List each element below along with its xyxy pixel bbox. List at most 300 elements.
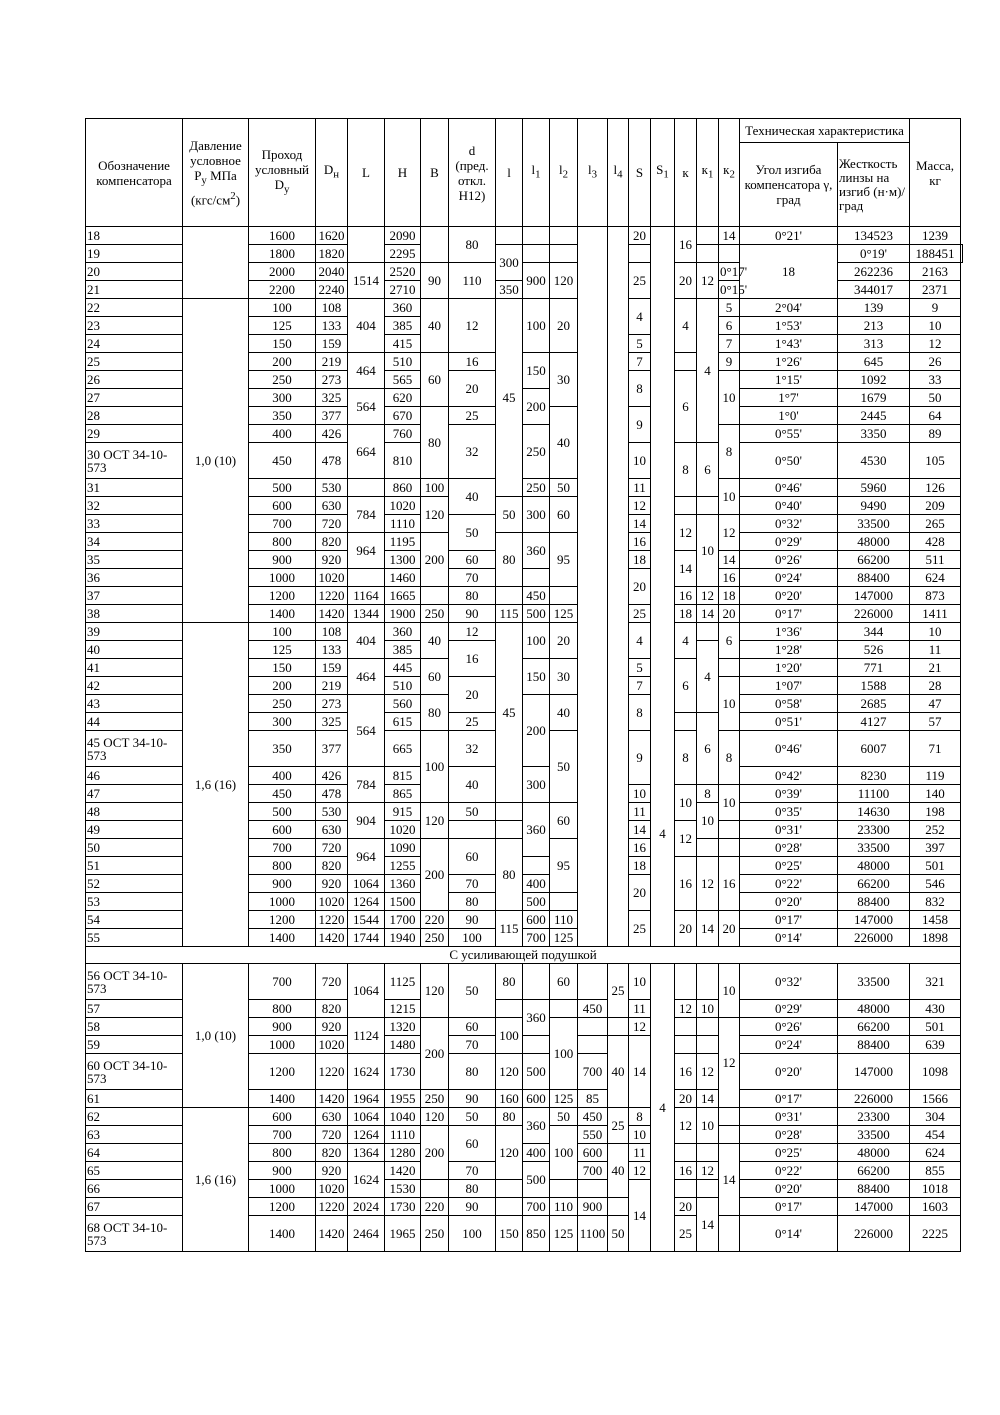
table-cell: 1°07' [740,677,838,695]
table-cell [421,587,449,605]
table-cell [961,245,963,263]
table-cell: 9 [629,407,651,443]
table-cell: 32 [86,497,183,515]
table-cell: 108 [316,299,348,317]
table-cell: 90 [421,263,449,299]
table-cell: 0°20' [740,587,838,605]
table-cell: 1018 [910,1180,961,1198]
table-cell: 1200 [249,1054,316,1090]
table-cell: 115 [496,605,523,623]
table-cell: 0°20' [740,1054,838,1090]
table-cell: 20 [449,677,496,713]
table-cell: 5960 [838,479,910,497]
table-cell: 54 [86,911,183,929]
table-cell: 2445 [838,407,910,425]
table-cell [523,964,550,1000]
table-cell: 66200 [838,1018,910,1036]
table-cell: 30 ОСТ 34-10-573 [86,443,183,479]
table-cell: 771 [838,659,910,677]
table-cell: 1040 [385,1108,421,1126]
table-cell: 100 [550,1018,578,1090]
table-cell: 8 [719,425,740,479]
table-cell: 1°7' [740,389,838,407]
table-cell: 920 [316,1018,348,1036]
table-cell: 22 [86,299,183,317]
table-cell: 900 [249,1162,316,1180]
table-cell: 450 [249,785,316,803]
table-cell: 720 [316,1126,348,1144]
table-cell: 219 [316,677,348,695]
table-cell: 147000 [838,587,910,605]
table-cell [550,1000,578,1018]
table-cell: 150 [523,659,550,695]
table-cell: 48 [86,803,183,821]
table-cell: 3350 [838,425,910,443]
table-cell: 5 [719,299,740,317]
table-cell: 33500 [838,839,910,857]
table-cell [523,245,550,263]
table-cell: 600 [523,911,550,929]
table-cell: 12 [629,497,651,515]
table-cell: 1620 [316,227,348,245]
table-cell: 904 [348,803,385,839]
table-cell: 404 [348,623,385,659]
table-cell: 600 [578,1144,608,1162]
table-cell: 150 [249,335,316,353]
table-cell: 530 [316,479,348,497]
table-cell: 1364 [348,1144,385,1162]
table-cell: 344017 [838,281,910,299]
table-cell: 1064 [348,875,385,893]
table-cell: 1344 [348,605,385,623]
table-cell: 18 [86,227,183,245]
table-cell: 700 [578,1162,608,1180]
table-cell: 40 [608,1144,629,1198]
table-cell: 50 [449,515,496,551]
table-cell: 10 [697,515,719,587]
table-cell: 800 [249,857,316,875]
table-cell: 147000 [838,1054,910,1090]
table-cell: 400 [523,875,550,893]
table-cell: 147000 [838,1198,910,1216]
table-cell: 550 [578,1126,608,1144]
table-cell: 90 [449,911,496,929]
s1-value: 4 [651,964,675,1252]
table-cell: 64 [86,1144,183,1162]
table-cell: 1000 [249,569,316,587]
hdr-k1: $к_1$ [697,119,719,227]
table-cell: 11 [910,641,961,659]
table-cell: 273 [316,695,348,713]
table-cell: 426 [316,425,348,443]
table-cell: 35 [86,551,183,569]
table-cell: 426 [316,767,348,785]
table-cell [719,821,740,839]
table-cell: 1020 [316,893,348,911]
table-cell: 40 [449,479,496,515]
table-cell: 50 [449,964,496,1018]
table-cell: 48000 [838,857,910,875]
table-cell: 139 [838,299,910,317]
table-cell: 1064 [348,964,385,1018]
table-cell: 2371 [910,281,961,299]
table-cell: 85 [578,1090,608,1108]
table-cell [697,623,719,641]
table-cell: 44 [86,713,183,731]
table-cell: 42 [86,677,183,695]
table-cell: 8 [629,371,651,407]
table-cell: 500 [523,1054,550,1090]
table-cell: 59 [86,1036,183,1054]
table-cell: 45 [496,623,523,803]
table-cell: 33 [910,371,961,389]
table-cell: 100 [421,479,449,497]
table-cell: 250 [249,371,316,389]
table-cell: 33500 [838,964,910,1000]
table-cell: 1200 [249,911,316,929]
table-cell: 1300 [385,551,421,569]
table-cell: 40 [608,1036,629,1108]
table-cell: 620 [385,389,421,407]
table-cell: 720 [316,839,348,857]
table-cell: 1092 [838,371,910,389]
table-cell [697,1036,719,1054]
table-cell: 12 [697,1162,719,1180]
table-cell: 18 [740,245,838,299]
section-title: С усиливающей подушкой [86,947,961,964]
table-cell: 1°53' [740,317,838,335]
table-cell: 16 [675,587,697,605]
table-cell: 1°15' [740,371,838,389]
table-cell: 31 [86,479,183,497]
table-cell: 134523 [838,227,910,245]
table-cell: 873 [910,587,961,605]
table-cell: 1420 [316,1216,348,1252]
table-cell: 40 [86,641,183,659]
table-cell: 250 [421,1216,449,1252]
table-cell: 1,0 (10) [183,299,249,623]
table-cell: 700 [249,839,316,857]
table-cell: 360 [523,1108,550,1144]
table-cell: 1730 [385,1054,421,1090]
table-cell: 250 [421,605,449,623]
hdr-l1: $l_1$ [523,119,550,227]
table-cell: 10 [719,677,740,731]
table-cell: 478 [316,443,348,479]
table-cell: 60 [449,839,496,875]
table-cell: 300 [523,497,550,533]
table-cell: 18 [719,587,740,605]
table-cell: 14 [629,1036,651,1108]
table-cell: 45 ОСТ 34-10-573 [86,731,183,767]
table-cell: 25 [629,263,651,299]
table-cell: 14 [675,551,697,587]
table-cell: 2024 [348,1198,385,1216]
table-cell: 1500 [385,893,421,911]
table-cell: 33500 [838,515,910,533]
table-cell: 66200 [838,551,910,569]
table-cell: 1264 [348,1126,385,1144]
table-cell: 21 [910,659,961,677]
table-cell: 58 [86,1018,183,1036]
hdr-s: S [629,119,651,227]
table-cell: 200 [523,389,550,425]
hdr-l4: $l_4$ [608,119,629,227]
table-cell: 16 [629,533,651,551]
table-cell: 0°46' [740,479,838,497]
table-cell: 700 [249,964,316,1000]
table-cell: 1090 [385,839,421,857]
table-cell: 1110 [385,515,421,533]
table-cell: 964 [348,839,385,875]
table-cell: 150 [523,353,550,389]
table-cell: 0°55' [740,425,838,443]
table-cell: 7 [719,335,740,353]
table-cell: 198 [910,803,961,821]
table-cell: 1965 [385,1216,421,1252]
table-cell: 10 [910,623,961,641]
table-cell: 350 [249,731,316,767]
table-cell: 80 [496,964,523,1000]
table-cell [675,1018,697,1036]
table-cell: 450 [249,443,316,479]
table-cell: 19 [86,245,183,263]
table-cell: 720 [316,964,348,1000]
table-cell: 110 [550,911,578,929]
table-cell: 350 [249,407,316,425]
table-cell: 8 [629,695,651,731]
table-cell: 0°28' [740,839,838,857]
table-cell: 50 [608,1216,629,1252]
table-cell [675,353,697,371]
table-cell: 0°20' [740,893,838,911]
table-cell: 6 [719,623,740,659]
table-cell: 510 [385,677,421,695]
table-cell: 300 [496,245,523,281]
table-cell: 920 [316,551,348,569]
table-cell: 95 [550,533,578,587]
table-cell: 630 [316,821,348,839]
table-cell: 1020 [385,497,421,515]
table-cell: 200 [249,353,316,371]
table-cell: 16 [449,353,496,371]
table-cell: 1°43' [740,335,838,353]
table-cell: 10 [719,479,740,515]
table-cell: 0°17' [740,605,838,623]
table-cell: 820 [316,533,348,551]
table-cell: 60 [449,551,496,569]
table-cell: 800 [249,533,316,551]
table-cell: 20 [550,623,578,659]
table-cell: 20 [449,371,496,407]
table-cell [675,713,697,731]
table-cell: 8 [697,785,719,803]
table-cell: 865 [385,785,421,803]
table-cell: 64 [910,407,961,425]
table-cell: 16 [719,857,740,911]
table-cell: 105 [910,443,961,479]
table-cell: 0°29' [740,533,838,551]
table-cell: 0°17' [740,1090,838,1108]
table-cell: 377 [316,731,348,767]
table-cell [608,1198,629,1216]
table-cell: 10 [719,785,740,821]
table-cell: 25 [449,713,496,731]
table-cell: 20 [629,227,651,245]
table-cell: 120 [421,803,449,839]
table-cell [578,1036,608,1054]
table-cell: 2090 [385,227,421,245]
table-cell: 26 [910,353,961,371]
table-cell: 45 [496,299,523,497]
table-cell: 34 [86,533,183,551]
table-cell: 20 [550,299,578,353]
table-cell: 1164 [348,587,385,605]
table-cell: 855 [910,1162,961,1180]
table-cell: 25 [86,353,183,371]
table-cell: 12 [719,1018,740,1108]
table-cell: 119 [910,767,961,785]
table-cell: 115 [496,911,523,947]
table-cell: 16 [675,227,697,263]
table-cell: 760 [385,425,421,443]
table-cell: 6 [697,713,719,785]
table-cell: 40 [449,767,496,803]
table-cell: 125 [550,1216,578,1252]
table-cell: 1,6 (16) [183,1108,249,1252]
table-cell: 12 [697,857,719,911]
table-cell: 200 [249,677,316,695]
table-cell: 100 [421,731,449,803]
table-cell [496,803,523,821]
table-cell: 12 [910,335,961,353]
table-cell: 36 [86,569,183,587]
table-cell: 50 [910,389,961,407]
table-cell: 350 [496,281,523,299]
table-cell: 1000 [249,1180,316,1198]
table-cell: 12 [675,515,697,551]
table-cell: 0°51' [740,713,838,731]
table-cell: 4 [675,299,697,353]
hdr-l2: $l_2$ [550,119,578,227]
table-cell: 397 [910,839,961,857]
table-cell: 1°36' [740,623,838,641]
table-cell: 810 [385,443,421,479]
table-cell [675,1036,697,1054]
table-cell [421,1180,449,1198]
table-cell: 815 [385,767,421,785]
table-cell: 1°0' [740,407,838,425]
table-cell: 53 [86,893,183,911]
table-cell: 500 [523,605,550,623]
table-cell: 29 [86,425,183,443]
table-cell: 1400 [249,605,316,623]
table-cell: 630 [316,497,348,515]
table-cell: 120 [496,1126,523,1180]
table-cell [719,1108,740,1126]
table-cell: 2240 [316,281,348,299]
table-cell: 25 [675,1216,697,1252]
table-cell: 71 [910,731,961,767]
table-cell: 564 [348,389,385,425]
table-cell: 273 [316,371,348,389]
table-cell: 2040 [316,263,348,281]
table-cell: 12 [449,299,496,353]
table-cell: 60 ОСТ 34-10-573 [86,1054,183,1090]
table-cell: 10 [675,785,697,821]
table-cell [550,587,578,605]
table-cell: 526 [838,641,910,659]
table-cell: 24 [86,335,183,353]
table-cell: 16 [675,1054,697,1090]
table-cell [608,227,629,947]
table-cell: 1064 [348,1108,385,1126]
table-cell: 564 [348,695,385,767]
hdr-d: d (пред. откл. H12) [449,119,496,227]
table-cell [496,1000,523,1018]
table-cell: 313 [838,335,910,353]
table-cell: 1420 [316,929,348,947]
table-cell: 55 [86,929,183,947]
table-cell: 7 [629,353,651,371]
table-cell: 110 [449,263,496,299]
table-cell: 1,6 (16) [183,623,249,947]
table-cell: 32 [449,425,496,479]
table-cell: 0°19' [838,245,910,263]
table-cell: 1420 [316,1090,348,1108]
table-cell: 1800 [249,245,316,263]
table-cell: 67 [86,1198,183,1216]
table-cell: 600 [249,497,316,515]
table-cell: 1239 [910,227,961,245]
table-cell: 11 [629,1144,651,1162]
table-cell [675,964,697,1000]
table-cell: 150 [496,1216,523,1252]
table-cell [348,479,385,497]
table-cell: 1458 [910,911,961,929]
table-cell: 1195 [385,533,421,551]
table-cell: 10 [719,964,740,1018]
table-cell: 16 [629,839,651,857]
table-cell: 14630 [838,803,910,821]
table-cell: 20 [675,263,697,299]
table-cell: 150 [249,659,316,677]
table-cell [550,245,578,263]
table-cell: 800 [249,1000,316,1018]
table-cell: 0°28' [740,1126,838,1144]
table-cell: 1255 [385,857,421,875]
table-cell: 16 [675,857,697,911]
table-cell: 48000 [838,533,910,551]
table-cell [348,227,385,263]
table-cell: 21 [86,281,183,299]
table-cell: 60 [550,803,578,839]
table-cell: 1125 [385,964,421,1000]
table-cell [496,227,523,245]
table-cell: 1°20' [740,659,838,677]
table-cell: 70 [449,875,496,893]
table-cell: 120 [421,964,449,1018]
table-cell: 125 [550,605,578,623]
table-cell: 565 [385,371,421,389]
table-cell: 500 [523,893,550,911]
table-cell: 80 [449,587,496,605]
table-cell [697,497,719,515]
table-cell: 500 [249,479,316,497]
table-cell: 6 [719,317,740,335]
hdr-l-upper: L [348,119,385,227]
table-cell: 23300 [838,1108,910,1126]
